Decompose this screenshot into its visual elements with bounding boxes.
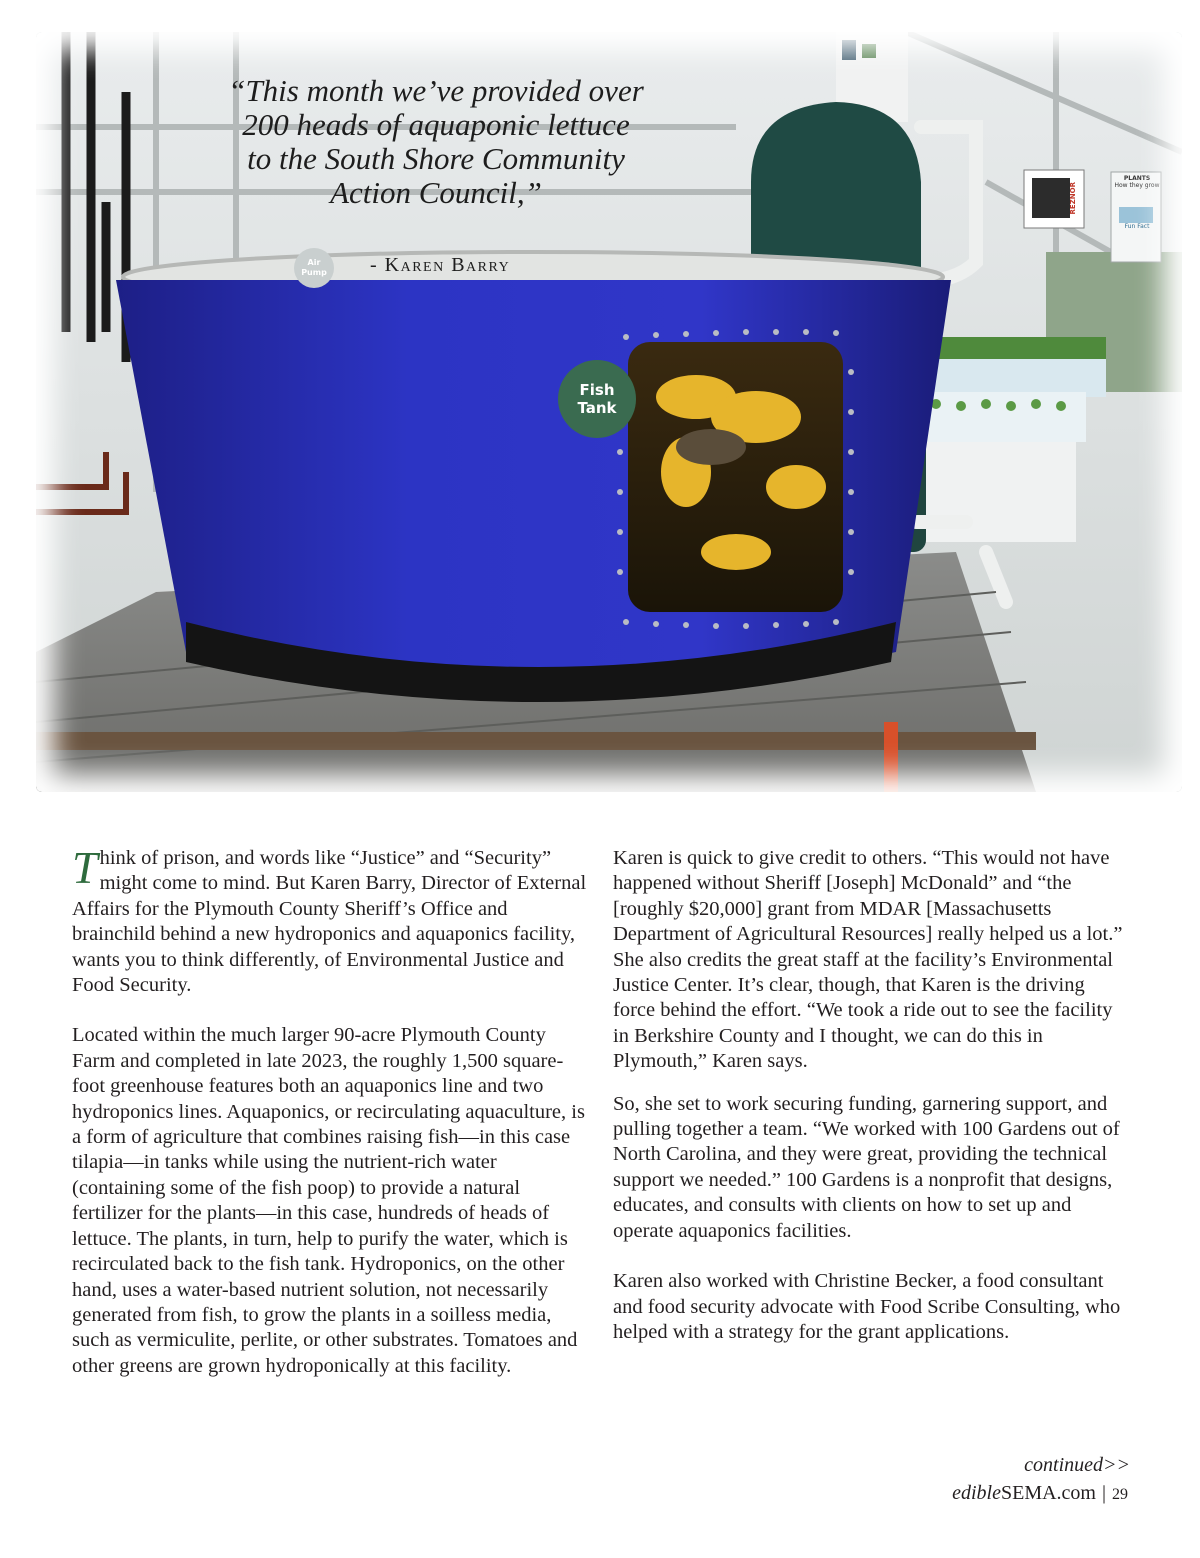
quote-line: “This month we’ve provided over (228, 73, 644, 108)
fish-tank-label-line: Fish (579, 381, 615, 399)
quote-line: to the South Shore Community (247, 141, 625, 176)
site-name: SEMA.com (1000, 1482, 1096, 1504)
footer-separator: | (1101, 1482, 1106, 1504)
article-column-right (613, 846, 1128, 1370)
site-name-italic: edible (952, 1482, 1001, 1504)
pull-quote (206, 74, 666, 210)
article-paragraph: So, she set to work securing funding, garnering support, and pulling together a team. “We worked with 100 Gardens out of North Carolina, and they were great, providing the technical support we needed.” 100 Gardens is a nonprofit that designs, educates, and consults with clients on how to set up and operate aquaponics facilities. (613, 1092, 1120, 1242)
air-pump-label (294, 248, 334, 288)
article-paragraph: Karen also worked with Christine Becker, a food consultant and food security advocate with Food Scribe Consulting, who helped with a strategy for the grant applications. (613, 1270, 1121, 1343)
paragraph-text: hink of prison, and words like “Justice” and “Security” might come to mind. But Karen Barry, Director of External Affairs for the Plymouth County Sheriff’s Office and brainchild behind a new hydroponics and aquaponics facility, wants you to think differently, of Environmental Justice and Food Security. (72, 847, 587, 997)
quote-attribution: - Karen Barry (370, 254, 511, 276)
article-paragraph (72, 842, 592, 998)
fish-tank-label-line: Tank (577, 399, 617, 417)
page-number: 29 (1112, 1486, 1128, 1503)
plant-sign-fact: Fun Fact (1124, 223, 1150, 230)
heater-brand-label: REZNOR (1069, 182, 1077, 215)
continued-link[interactable]: continued>> (1024, 1454, 1130, 1476)
quote-line: Action Council,” (330, 175, 542, 210)
plant-sign-title: PLANTS (1123, 175, 1151, 182)
drop-cap: T (72, 842, 98, 893)
air-pump-label-line: Pump (301, 268, 327, 277)
quote-line: 200 heads of aquaponic lettuce (242, 107, 630, 142)
article-paragraph: Located within the much larger 90-acre Plymouth County Farm and completed in late 2023, the roughly 1,500 square-foot greenhouse features both an aquaponics line and two hydroponics lines. Aquaponics, or recirculating aquaculture, is a form of agriculture that combines raising fish—in this case tilapia—in tanks while using the nutrient-rich water (containing some of the fish poop) to provide a natural fertilizer for the plants—in this case, hundreds of heads of lettuce. The plants, in turn, help to purify the water, which is recirculated back to the fish tank. Hydroponics, on the other hand, uses a water-based nutrient solution, not necessarily generated from fish, to grow the plants in a soilless media, such as vermiculite, perlite, or other substrates. Tomatoes and other greens are grown hydroponically at this facility. (72, 1024, 585, 1377)
plant-sign-subtitle: How they grow (1114, 182, 1160, 189)
page-footer (952, 1482, 1128, 1505)
article-column-left (72, 842, 592, 1404)
article-paragraph: Karen is quick to give credit to others. “This would not have happened without Sheriff [Joseph] McDonald” and “the [roughly $20,000] grant from MDAR [Massachusetts Department of Agricultural Resources] really helped us a lot.” She also credits the great staff at the facility’s Environmental Justice Center. It’s clear, though, that Karen is the driving force behind the effort. “We took a ride out to see the facility in Berkshire County and I thought, we can do this in Plymouth,” Karen says. (613, 847, 1123, 1073)
plant-sign (1114, 175, 1160, 230)
air-pump-label-line: Air (307, 258, 321, 267)
feature-photo (36, 32, 1182, 792)
fish-tank-label (558, 360, 636, 438)
